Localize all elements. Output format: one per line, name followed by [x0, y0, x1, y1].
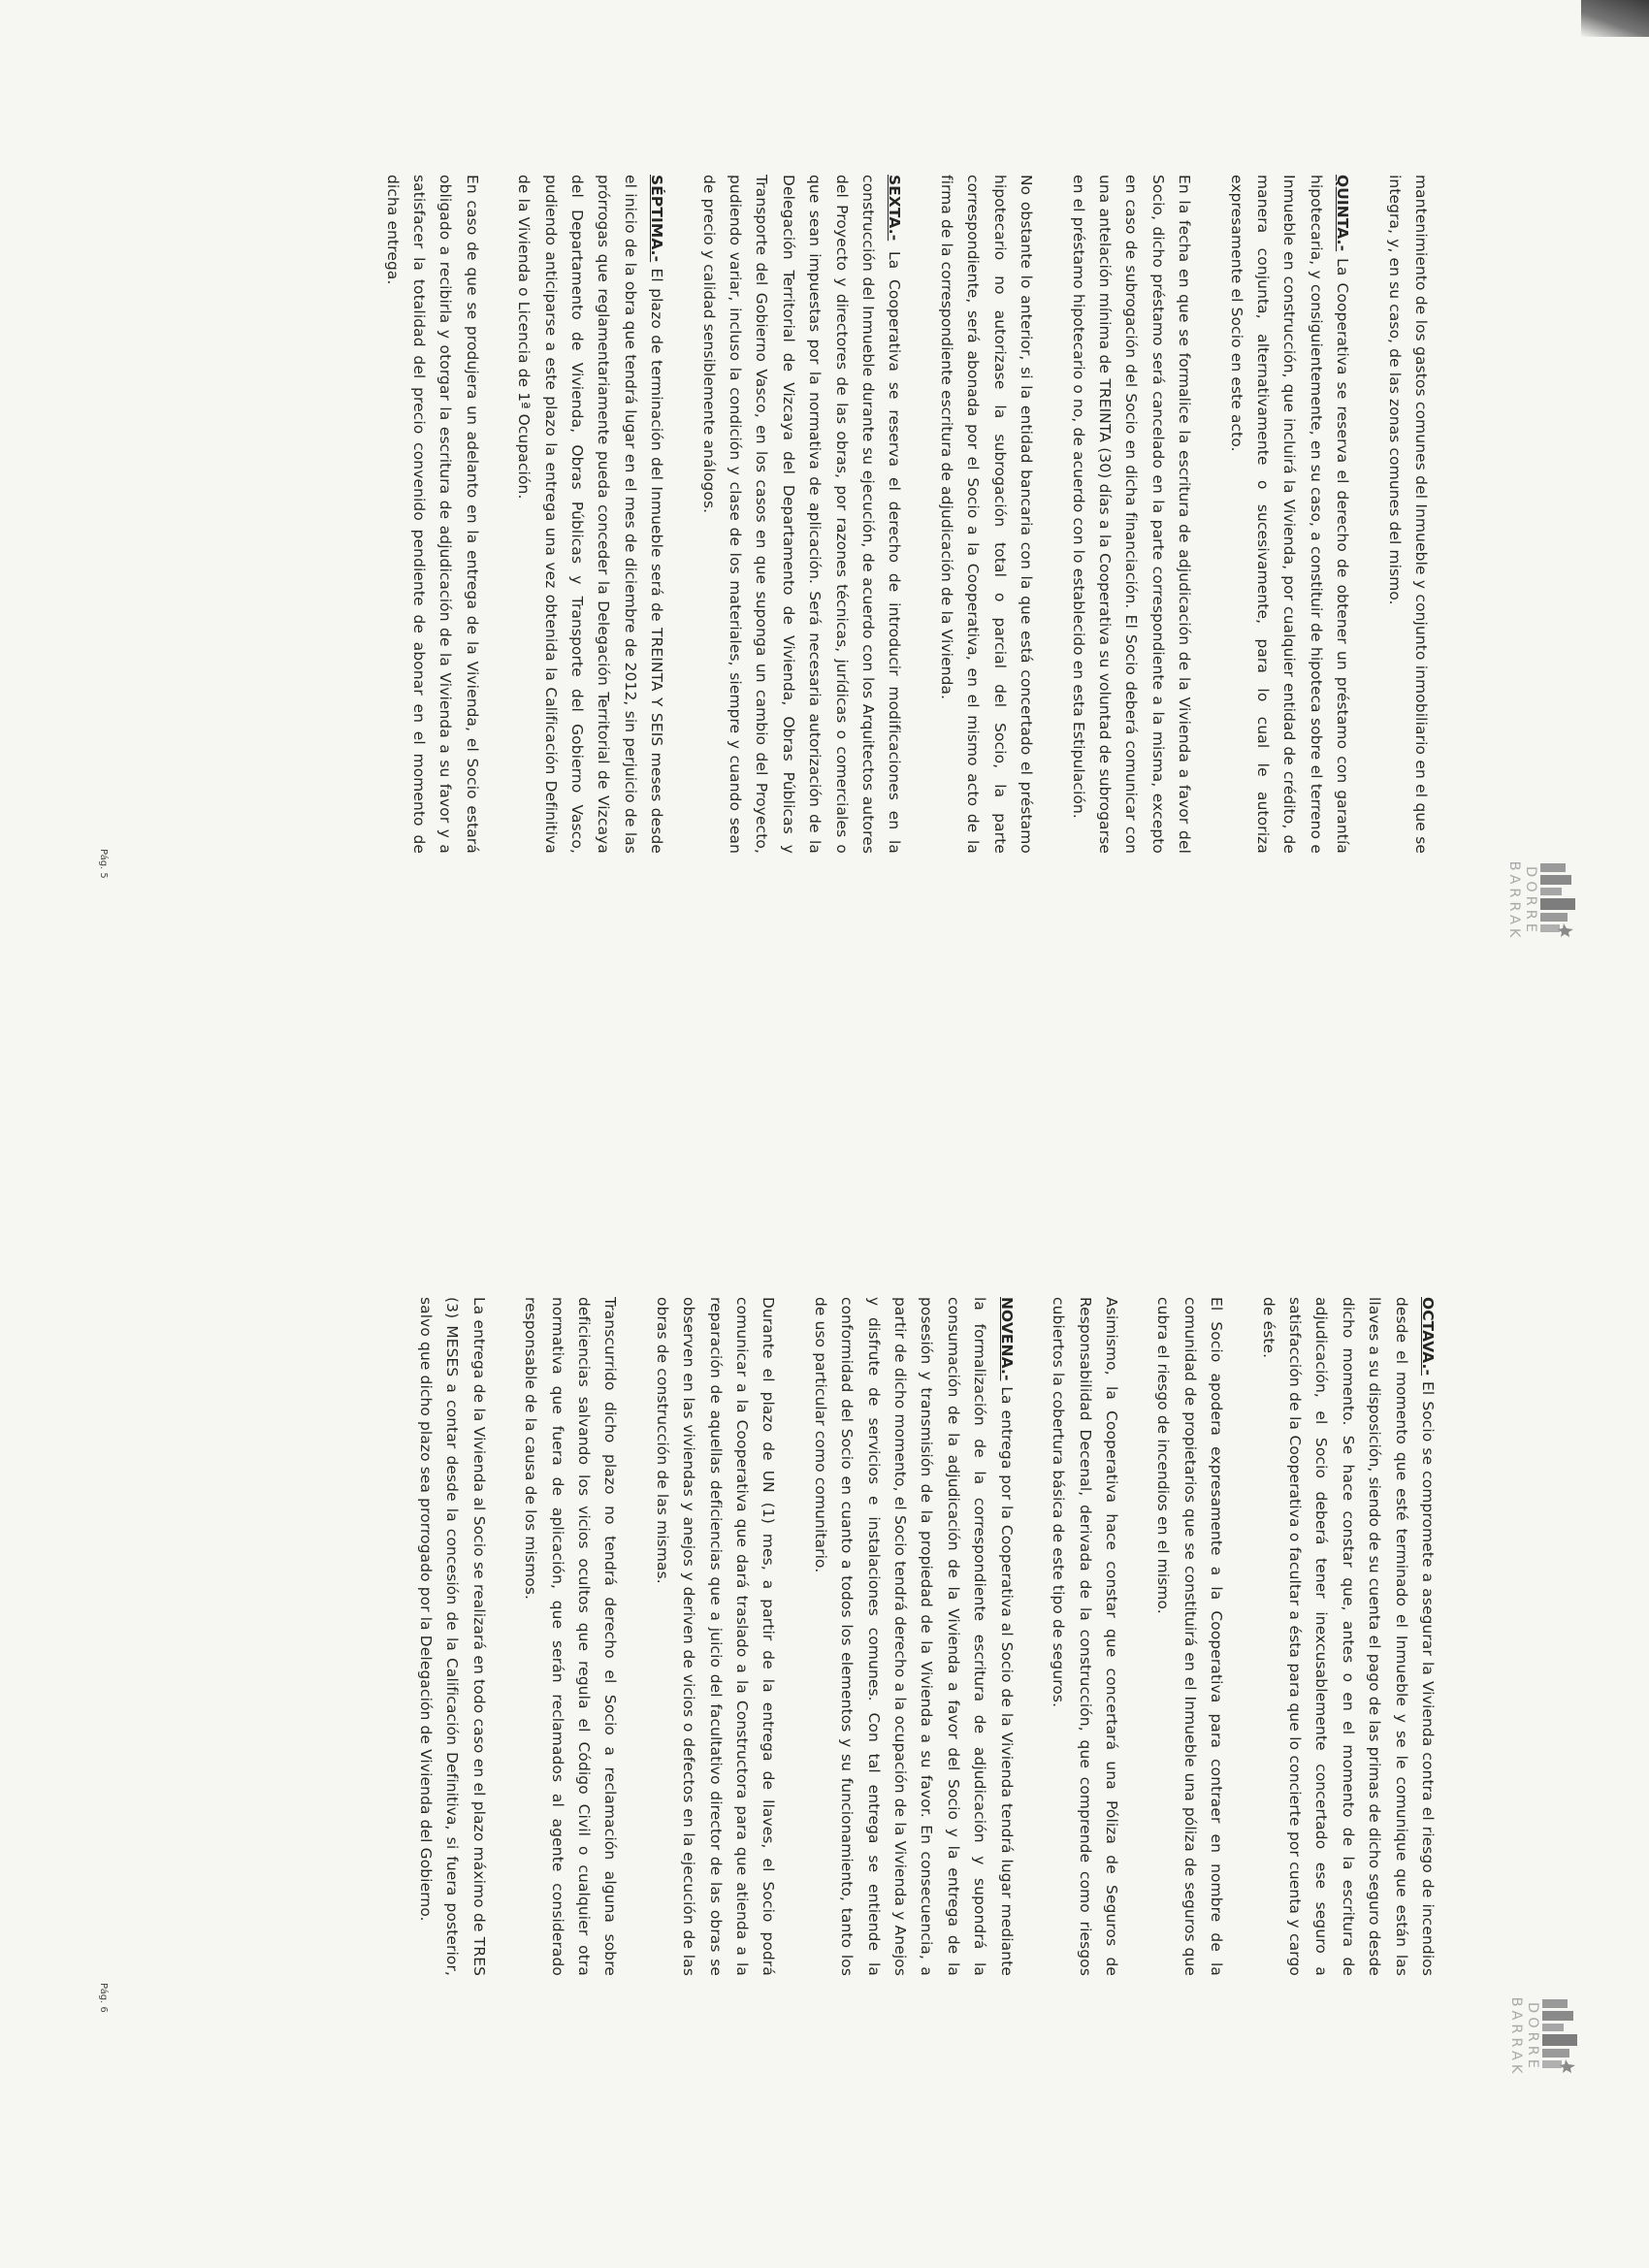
logo-wordmark [1507, 1990, 1540, 2085]
clause-octava [1254, 1297, 1440, 1976]
paragraph-text: El Socio apodera expresamente a la Cooperativa para contraer en nombre de la comunidad de propietarios que se constituirá en el Inmueble una póliza de seguros que cubra el riesgo de incendios en el mismo. [1154, 1297, 1226, 1976]
clause-label: SÉPTIMA.- [648, 175, 666, 263]
paragraph [412, 1297, 492, 1976]
paragraph-text: Transcurrido dicho plazo no tendrá derecho el Socio a reclamación alguna sobre deficiencias salvando los vicios ocultos que regula el Código Civil o cualquier otra normativa que fuera de aplicación, que serán reclamados al agente considerado responsable de la causa de los mismos. [522, 1297, 620, 1976]
logo-wordmark [1505, 854, 1538, 949]
paragraph-text: Asimismo, la Cooperativa hace constar que concertará una Póliza de Seguros de Responsabilidad Decenal, derivada de la construcción, que comprende como riesgos cubiertos la cobertura básica de este tipo de seguros. [1050, 1297, 1120, 1976]
building-logo-icon [1540, 1997, 1581, 2075]
paragraph [1149, 1297, 1229, 1976]
page-6-body [387, 1297, 1440, 1976]
page-number: Pág. 5 [98, 849, 109, 879]
paragraph-text: En la fecha en que se formalice la escritura de adjudicación de la Vivienda a favor del Socio, dicho préstamo será cancelado en la parte correspondiente a la misma, excepto en caso de subrogación del Socio en dicha financiación. El Socio deberá comunicar con una antelación mínima de TREINTA (30) días a la Cooperativa su voluntad de subrogarse en el préstamo hipotecario o no, de acuerdo con lo establecido en esta Estipulación. [1069, 175, 1194, 854]
paragraph-text: La entrega por la Cooperativa al Socio de la Vivienda tendrá lugar mediante la formalización de la correspondiente escritura de adjudicación y supondrá la consumación de la adjudicación de la Vivienda a favor del Socio y la entrega de la posesión y transmisión de la propiedad de la Vivienda a su favor. En consecuencia, a partir de dicho momento, el Socio tendrá derecho a la ocupación de la Vivienda y Anejos y disfrute de servicios e instalaciones comunes. Con tal entrega se entiende la conformidad del Socio en cuanto a todos los elementos y su funcionamiento, tanto los de uso particular como comunitario. [811, 1297, 1016, 1976]
paragraph-text: No obstante lo anterior, si la entidad bancaria con la que está concertado el préstamo hipotecario no autorizase la subrogación total o parcial del Socio, la parte correspondiente, será abonada por el Socio a la Cooperativa, en el mismo acto de la firma de la correspondiente escritura de adjudicación de la Vivienda. [937, 175, 1036, 854]
paragraph [1064, 175, 1197, 854]
paragraph [517, 1297, 624, 1976]
paragraph-text: La Cooperativa se reserva el derecho de obtener un préstamo con garantía hipotecaria, y consiguientemente, en su caso, a constituir de hipoteca sobre el terreno e Inmueble en construcción, que incluirá la Vivienda, por cualquier entidad de crédito, de manera conjunta, alternativamente o sucesivamente, para lo cual le autoriza expresamente el Socio en este acto. [1227, 175, 1352, 854]
clause-novena [806, 1297, 1018, 1976]
paragraph [1045, 1297, 1124, 1976]
clause-quinta [1222, 175, 1355, 854]
logo-line-2: BARRAK [1508, 1996, 1524, 2078]
paragraph-text: El plazo de terminación del Inmueble será de TREINTA Y SEIS meses desde el inicio de la obra que tendrá lugar en el mes de diciembre de 2012, sin perjuicio de las prórrogas que reglamentariamente pueda conceder la Delegación Territorial de Vizcaya del Departamento de Vivienda, Obras Públicas y Transporte del Gobierno Vasco, pudiendo anticiparse a este plazo la entrega una vez obtenida la Calificación Definitiva de la Vivienda o Licencia de 1ª Ocupación. [515, 175, 666, 854]
clause-label: SEXTA.- [886, 175, 904, 242]
logo-line-1: DORRE [1525, 2002, 1540, 2072]
paragraph-text: El Socio se compromete a asegurar la Vivienda contra el riesgo de incendios desde el momento que esté terminado el Inmueble y se le comunique que están las llaves a su disposición, siendo de su cuenta el pago de las primas de dicho seguro desde dicho momento. Se hace constar que, antes o en el momento de la escritura de adjudicación, el Socio deberá tener inexcusablemente concertado ese seguro a satisfacción de la Cooperativa o facultar a ésta para que lo concierte por cuenta y cargo de éste. [1259, 1297, 1437, 1976]
paragraph-text: Durante el plazo de UN (1) mes, a partir de la entrega de llaves, el Socio podrá comunicar a la Cooperativa que dará traslado a la Constructora para que atienda a la reparación de aquellas deficiencias que a juicio del facultativo director de las obras se observen en las viviendas y anejos y deriven de vicios o defectos en la ejecución de las obras de construcción de las mismas. [653, 1297, 778, 1976]
paragraph [933, 175, 1040, 854]
paragraph [378, 175, 485, 854]
page-number: Pág. 6 [98, 1983, 109, 2013]
clause-sexta [695, 175, 907, 854]
paragraph-text: La Cooperativa se reserva el derecho de introducir modificaciones en la construcción del Inmueble durante su ejecución, de acuerdo con los Arquitectos autores del Proyecto y directores de las obras, por razones técnicas, jurídicas o comerciales o que sean impuestas por la normativa de aplicación. Será necesaria autorización de la Delegación Territorial de Vizcaya del Departamento de Vivienda, Obras Públicas y Transporte del Gobierno Vasco, en los casos en que suponga un cambio del Proyecto, pudiendo variar, incluso la condición y clase de los materiales, siempre y cuando sean de precio y calidad sensiblemente análogos. [699, 175, 904, 854]
clause-label: OCTAVA.- [1419, 1297, 1437, 1377]
logo-line-1: DORRE [1523, 866, 1538, 936]
dorre-barrak-logo [1494, 854, 1579, 949]
clause-label: NOVENA.- [997, 1297, 1016, 1381]
page-5-body [353, 175, 1434, 854]
paragraph [1380, 175, 1434, 854]
clause-septima [510, 175, 669, 854]
paragraph [648, 1297, 781, 1976]
page-6 [0, 1134, 1649, 2268]
dorre-barrak-logo [1496, 1990, 1581, 2085]
logo-line-2: BARRAK [1506, 860, 1522, 942]
paragraph-text: mantenimiento de los gastos comunes del Inmueble y conjunto inmobiliario en el que se integra, y, en su caso, de las zonas comunes del mismo. [1385, 175, 1430, 854]
paragraph-text: En caso de que se produjera un adelanto en la entrega de la Vivienda, el Socio estará obligado a recibirla y otorgar la escritura de adjudicación de la Vivienda a su favor y a satisfacer la totalidad del precio convenido pendiente de abonar en el momento de dicha entrega. [383, 175, 481, 854]
clause-label: QUINTA.- [1334, 175, 1352, 252]
paragraph-text: La entrega de la Vivienda al Socio se realizará en todo caso en el plazo máximo de TRES (3) MESES a contar desde la concesión de la Calificación Definitiva, si fuera posterior, salvo que dicho plazo sea prorrogado por la Delegación de Vivienda del Gobierno. [417, 1297, 488, 1976]
building-logo-icon [1538, 861, 1579, 939]
